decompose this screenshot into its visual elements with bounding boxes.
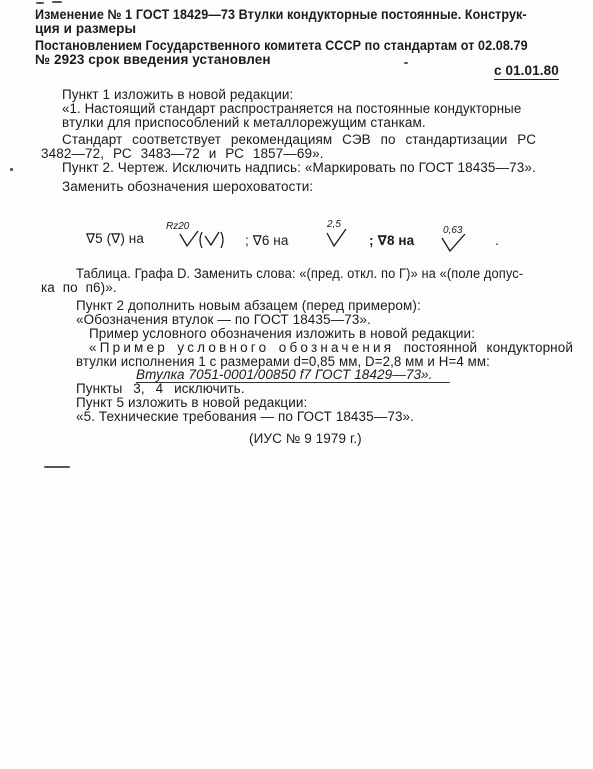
paragraph-1-line-1: Пункт 1 изложить в новой редакции: (62, 87, 294, 102)
example-designation: Втулка 7051-0001/00850 f7 ГОСТ 18429—73». (136, 367, 433, 382)
roughness-label-0-63: 0,63 (443, 225, 463, 236)
roughness-end: . (495, 233, 499, 248)
roughness-label-2-5: 2,5 (327, 219, 341, 230)
paragraph-4: Заменить обозначения шероховатости: (62, 179, 314, 194)
paragraph-7-line-1: Пункт 2 дополнить новым абзацем (перед примером): (76, 298, 421, 313)
paragraph-1-line-2: «1. Настоящий стандарт распространяется на постоянные кондукторные (62, 101, 522, 116)
header-decree-cont: № 2923 срок введения установлен (35, 52, 271, 67)
paragraph-1-line-3: втулки для приспособлений к металлорежущим станкам. (62, 115, 426, 130)
paragraph-2-line-2: 3482—72, РС 3483—72 и РС 1857—69». (41, 146, 324, 161)
paragraph-10-line-1: Пункт 5 изложить в новой редакции: (76, 395, 308, 410)
paragraph-2-line-1: Стандарт соответствует рекомендациям СЭВ по стандартизации РС (62, 132, 537, 147)
scan-smudge (10, 168, 13, 171)
roughness-item-1: ∇5 (∇) на (86, 231, 144, 246)
header-title: Изменение № 1 ГОСТ 18429—73 Втулки кондукторные постоянные. Конструк- (35, 7, 527, 22)
roughness-symbol-rz20-icon (178, 230, 228, 250)
paragraph-7-line-2: «Обозначения втулок — по ГОСТ 18435—73». (76, 312, 371, 327)
paragraph-9: Пункты 3, 4 исключить. (76, 381, 245, 396)
word: кондукторной (486, 340, 573, 355)
roughness-item-2: ; ∇6 на (245, 233, 289, 248)
word: постоянной (403, 340, 478, 355)
roughness-symbol-2-5-icon (325, 229, 349, 249)
header-title-cont: ция и размеры (35, 21, 137, 36)
header-decree: Постановлением Государственного комитета СССР по стандартам от 02.08.79 (35, 38, 528, 53)
spaced-word: «Пример (89, 340, 168, 355)
spaced-word: обозначения (278, 340, 395, 355)
scan-smudge (44, 466, 70, 468)
paragraph-3: Пункт 2. Чертеж. Исключить надпись: «Маркировать по ГОСТ 18435—73». (62, 160, 536, 175)
roughness-item-3: ; ∇8 на (369, 233, 415, 248)
spaced-word: условного (177, 340, 270, 355)
source-reference: (ИУС № 9 1979 г.) (249, 431, 362, 446)
paragraph-8-line-1: Пример условного обозначения изложить в новой редакции: (89, 326, 476, 341)
effective-date: с 01.01.80 (494, 63, 559, 78)
paragraph-8-line-3: втулки исполнения 1 с размерами d=0,85 мм, D=2,8 мм и H=4 мм: (76, 354, 490, 369)
roughness-label-rz20: Rz20 (166, 221, 190, 232)
roughness-symbol-0-63-icon (440, 234, 468, 254)
paragraph-table-line-2: ка по п6)». (41, 280, 117, 295)
scan-smudge (52, 1, 62, 3)
scan-smudge (36, 2, 44, 4)
paragraph-table-line-1: Таблица. Графа D. Заменить слова: «(пред. откл. по Г)» на «(поле допус- (76, 266, 524, 281)
paragraph-10-line-2: «5. Технические требования — по ГОСТ 18435—73». (76, 409, 415, 424)
scan-smudge (404, 62, 408, 64)
